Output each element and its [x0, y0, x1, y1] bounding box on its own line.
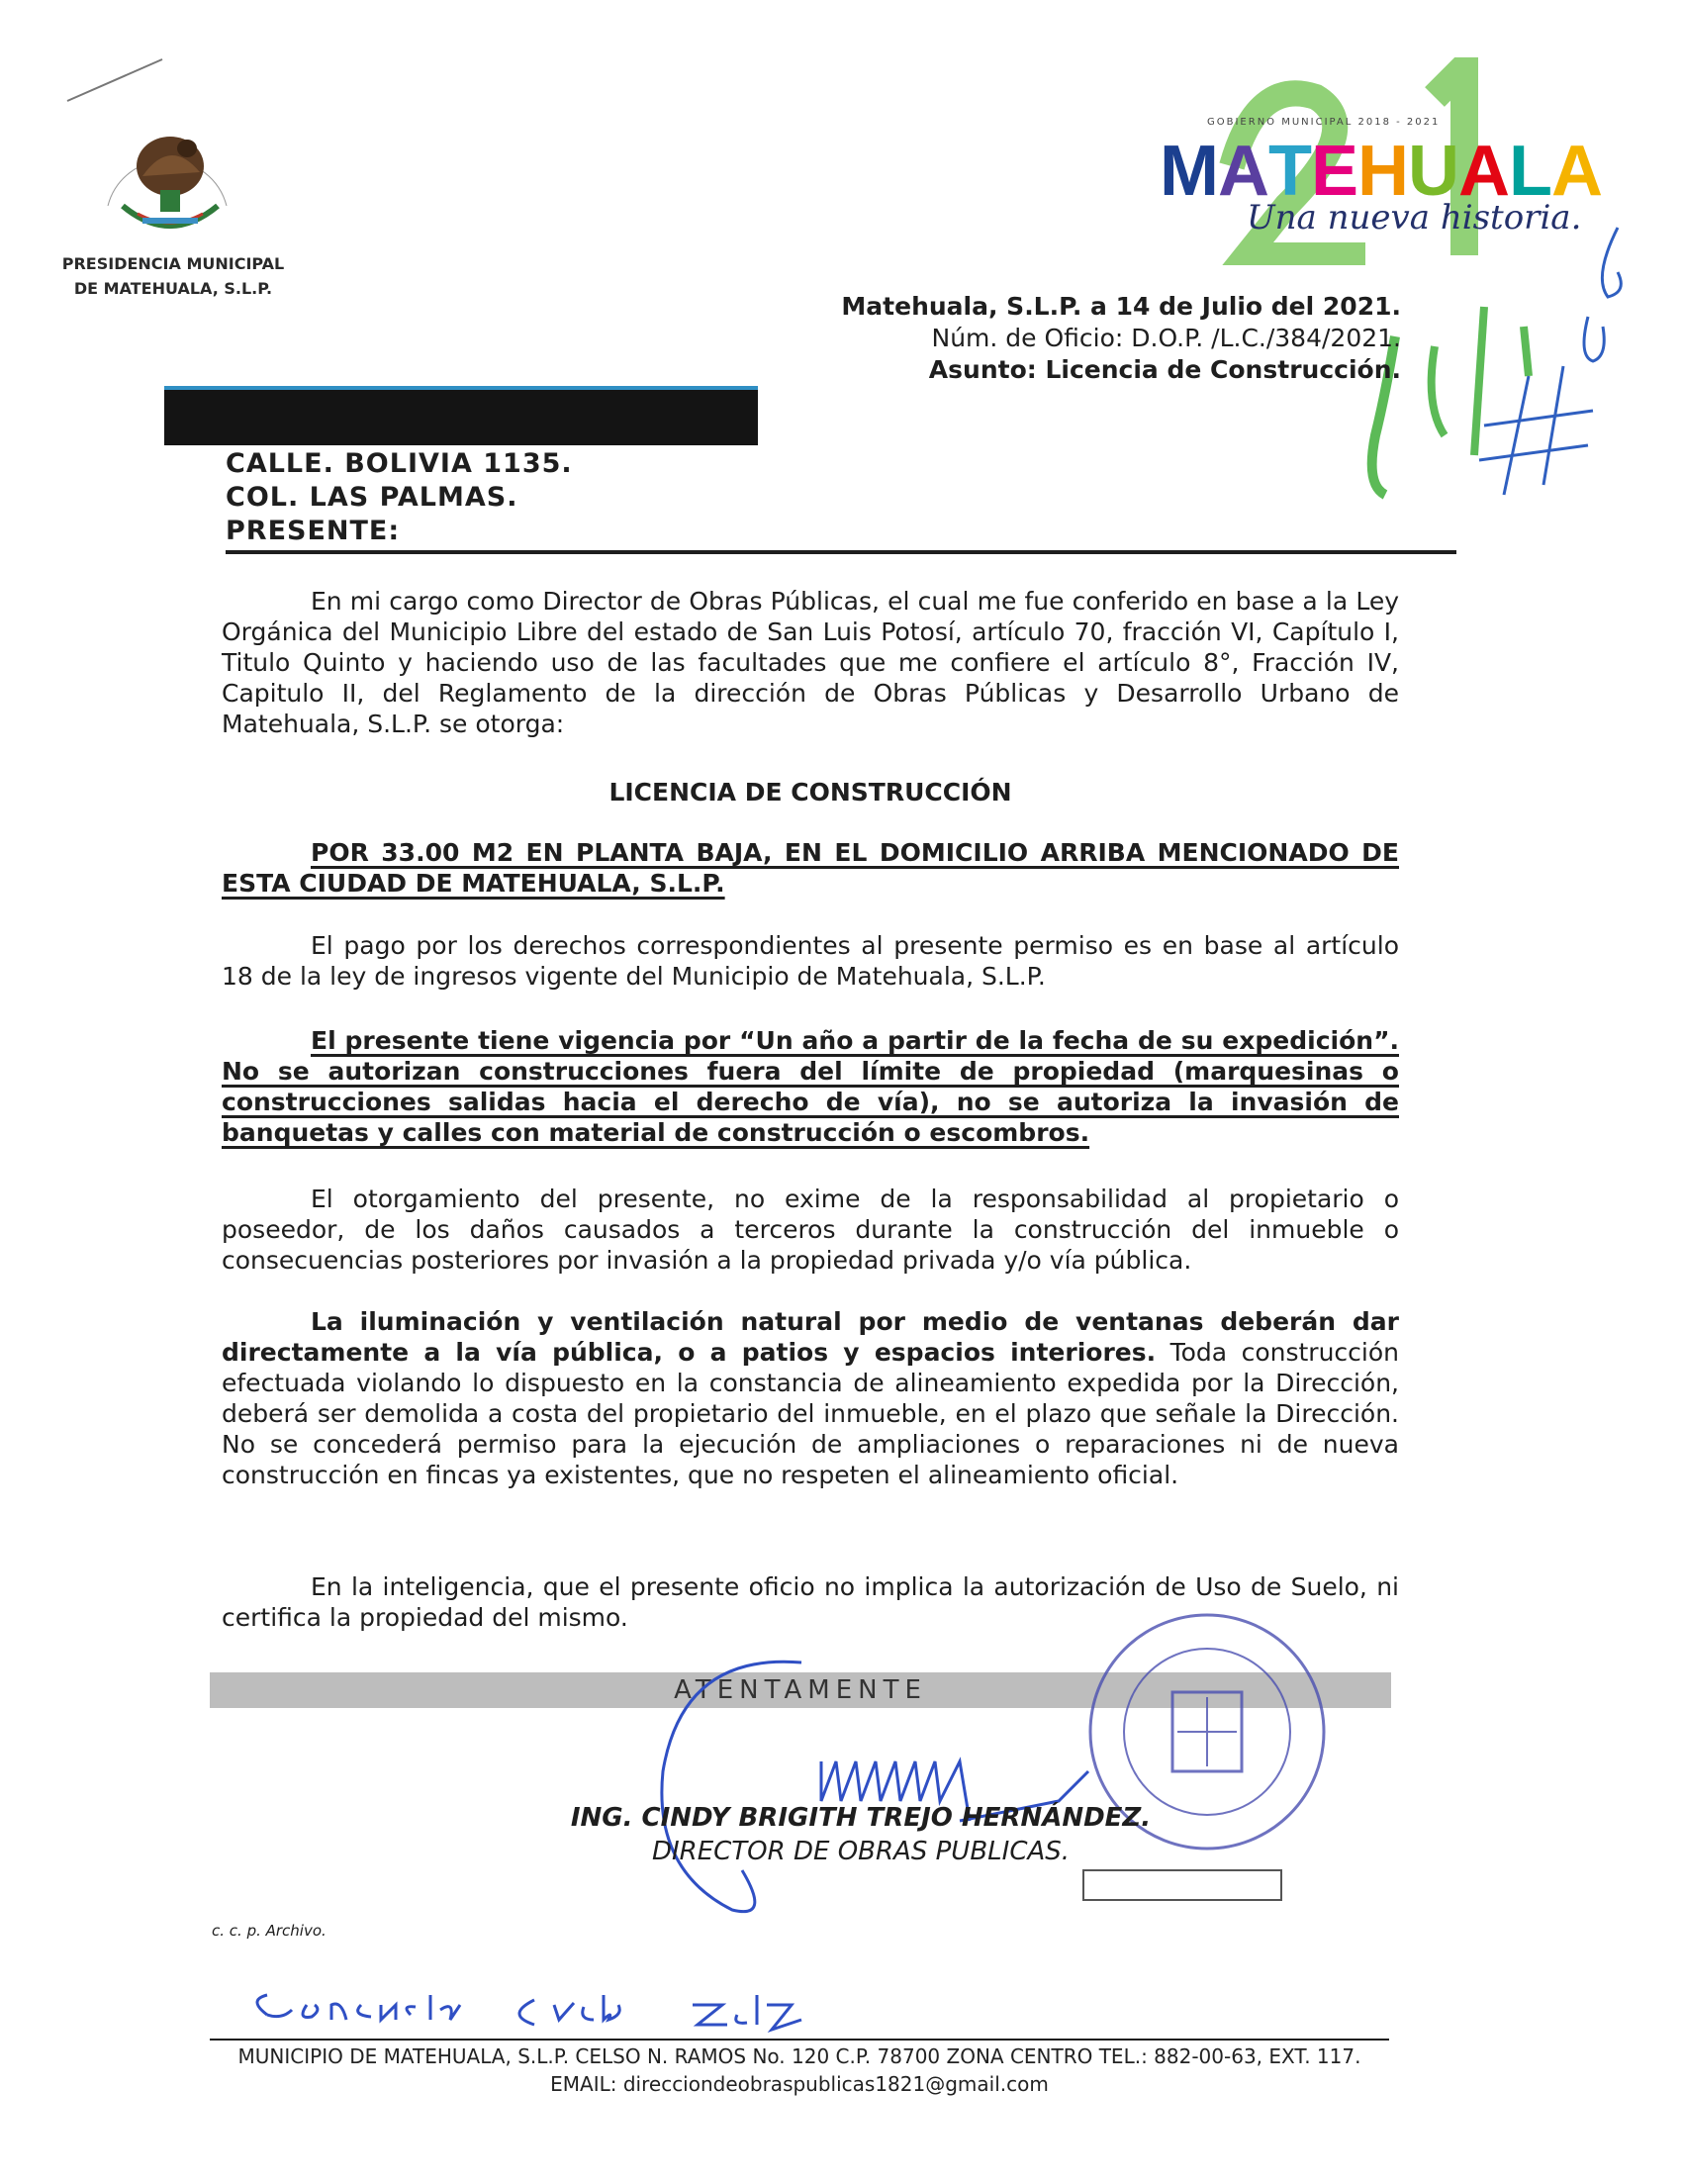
oficio-number: Núm. de Oficio: D.O.P. /L.C./384/2021.: [931, 324, 1401, 352]
addressee-rule: [226, 550, 1456, 554]
lighting-bold-text: La iluminación y ventilación natural por medio de ventanas deberán dar directamente a la vía pública, o a patios y espacios interiores.: [222, 1307, 1399, 1367]
brand-slogan: Una nueva historia.: [1247, 198, 1582, 237]
brand-government-text: GOBIERNO MUNICIPAL 2018 - 2021: [1207, 117, 1441, 128]
responsibility-text: El otorgamiento del presente, no exime de la responsabilidad al propietario o poseedor, de los daños causados a terceros durante la construcción del inmueble o consecuencias posteriores por invasión a la propiedad privada y/o vía pública.: [222, 1185, 1399, 1275]
signer-title: DIRECTOR DE OBRAS PUBLICAS.: [651, 1837, 1071, 1866]
handwritten-receiver-name: [237, 1975, 890, 2044]
addressee-presente: PRESENTE:: [226, 516, 401, 546]
paragraph-lighting: [222, 1306, 1399, 1490]
footer-rule: [210, 2039, 1389, 2041]
paragraph-payment: [222, 930, 1399, 992]
ccp-archivo: c. c. p. Archivo.: [212, 1922, 327, 1940]
brand-letter: H: [1357, 132, 1408, 211]
signer-name: ING. CINDY BRIGITH TREJO HERNÁNDEZ.: [570, 1803, 1152, 1833]
redacted-name-bar: [164, 386, 758, 445]
paragraph-scope: [222, 837, 1399, 899]
place-date: Matehuala, S.L.P. a 14 de Julio del 2021.: [841, 292, 1401, 321]
institution-name: PRESIDENCIA MUNICIPAL DE MATEHUALA, S.L.P.: [61, 254, 285, 298]
paragraph-validity: [222, 1025, 1399, 1148]
scope-text: POR 33.00 M2 EN PLANTA BAJA, EN EL DOMICILIO ARRIBA MENCIONADO DE ESTA CIUDAD DE MATEHUALA, S.L.P.: [222, 838, 1399, 898]
coat-of-arms-seal: [83, 107, 251, 243]
paragraph-appointment-text: En mi cargo como Director de Obras Públicas, el cual me fue conferido en base a la Ley Orgánica del Municipio Libre del estado de San Luis Potosí, artículo 70, fracción VI, Capítulo I, Titulo Quinto y haciendo uso de las facultades que me confiere el artículo 8°, Fracción IV, Capitulo II, del Reglamento de la dirección de Obras Públicas y Desarrollo Urbano de Matehuala, S.L.P. se otorga:: [222, 587, 1399, 738]
brand-letter: A: [1458, 132, 1509, 211]
paragraph-responsibility: [222, 1184, 1399, 1276]
validity-text: El presente tiene vigencia por “Un año a partir de la fecha de su expedición”. No se autorizan construcciones fuera del límite de propiedad (marquesinas o construcciones salidas hacia el derecho de vía), no se autoriza la invasión de banquetas y calles con material de construcción o escombros.: [222, 1026, 1399, 1147]
payment-text: El pago por los derechos correspondientes al presente permiso es en base al artículo 18 de la ley de ingresos vigente del Municipio de Matehuala, S.L.P.: [222, 931, 1399, 991]
brand-letter: A: [1217, 132, 1268, 211]
brand-letter: A: [1550, 132, 1602, 211]
land-use-text: En la inteligencia, que el presente oficio no implica la autorización de Uso de Suelo, ni certifica la propiedad del mismo.: [222, 1572, 1399, 1632]
license-title: LICENCIA DE CONSTRUCCIÓN: [608, 778, 1012, 807]
director-signature: [623, 1623, 1177, 1949]
atentamente: ATENTAMENTE: [674, 1675, 927, 1705]
signer-block: [416, 1801, 1306, 1868]
brand-letter: L: [1509, 132, 1551, 211]
footer: [210, 2042, 1389, 2098]
lighting-rest-text: Toda construcción efectuada violando lo dispuesto en la constancia de alineamiento expedida por la Dirección, deberá ser demolida a costa del propietario del inmueble, en el plazo que señale la Dirección. No se concederá permiso para la ejecución de ampliaciones o reparaciones ni de nueva construcción en fincas ya existentes, que no respeten el alineamiento oficial.: [222, 1338, 1399, 1489]
brand-letter: M: [1160, 132, 1218, 211]
letter-header-block: [693, 291, 1401, 386]
footer-email: EMAIL: direcciondeobraspublicas1821@gmail.com: [550, 2072, 1049, 2096]
scratch-mark: [65, 55, 164, 105]
addressee-block: [226, 447, 573, 548]
addressee-street: CALLE. BOLIVIA 1135.: [226, 448, 573, 479]
paragraph-appointment: [222, 586, 1399, 739]
brand-letter: E: [1310, 132, 1357, 211]
footer-address: MUNICIPIO DE MATEHUALA, S.L.P. CELSO N. RAMOS No. 120 C.P. 78700 ZONA CENTRO TEL.: 882-00-63, EXT. 117.: [237, 2044, 1361, 2068]
asunto: Asunto: Licencia de Construcción.: [928, 355, 1401, 384]
addressee-colonia: COL. LAS PALMAS.: [226, 482, 518, 513]
brand-letter: T: [1267, 132, 1311, 211]
brand-letter: U: [1408, 132, 1458, 211]
